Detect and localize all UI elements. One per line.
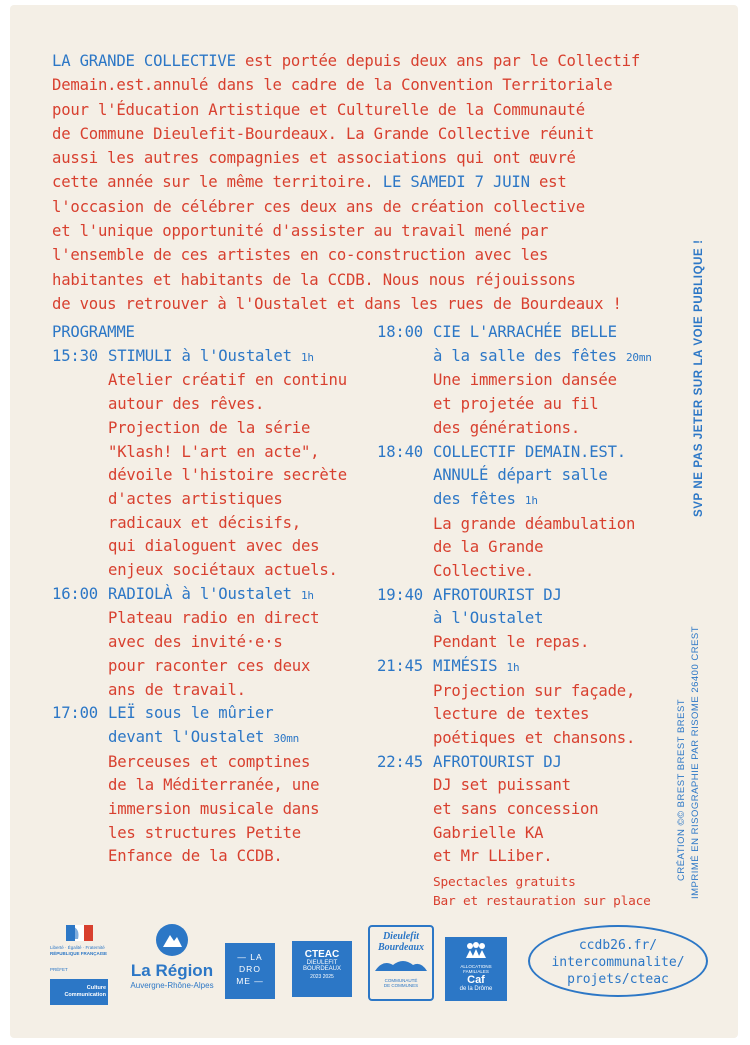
family-icon xyxy=(463,941,489,959)
credit-line: IMPRIMÉ EN RISOGRAPHIE PAR RISOME 26400 CREST xyxy=(690,625,701,899)
event-header xyxy=(52,702,382,726)
event-description xyxy=(377,631,687,655)
region-subtitle: Auvergne-Rhône-Alpes xyxy=(130,981,214,990)
event-time: 21:45 xyxy=(377,656,423,675)
highlight-text: LE SAMEDI 7 JUIN xyxy=(382,173,530,192)
body-text: est xyxy=(529,173,567,192)
event-item xyxy=(52,583,382,703)
event-title: AFROTOURIST DJ xyxy=(433,752,562,771)
intro-line xyxy=(52,243,692,267)
ccdb-sub: DE COMMUNES xyxy=(383,983,419,988)
description-line: ans de travail. xyxy=(108,680,246,699)
rf-motto: Liberté · Égalité · Fraternité xyxy=(50,945,105,950)
poster xyxy=(10,5,738,1038)
cteac-line: BOURDEAUX xyxy=(302,966,341,972)
description-line: dévoile l'histoire secrète xyxy=(108,466,347,485)
event-title: STIMULI à l'Oustalet xyxy=(108,346,292,365)
body-text: l'ensemble de ces artistes en co-construction avec les xyxy=(52,246,549,265)
caf-name: Caf xyxy=(467,974,485,986)
event-header xyxy=(377,441,687,465)
rf-name: RÉPUBLIQUE FRANÇAISE xyxy=(50,951,108,956)
event-header xyxy=(52,583,382,608)
body-text: et l'unique opportunité d'assister au travail mené par xyxy=(52,222,549,241)
event-description xyxy=(377,369,687,440)
body-text: de vous retrouver à l'Oustalet et dans les rues de Bourdeaux ! xyxy=(52,294,622,313)
description-line: immersion musicale dans xyxy=(108,800,320,819)
description-line: les structures Petite xyxy=(108,823,301,842)
communication-label: Communication xyxy=(64,992,106,998)
event-duration: 20mn xyxy=(625,350,652,364)
description-line: et projetée au fil xyxy=(433,395,599,414)
cteac-year: 2023 xyxy=(310,974,322,980)
description-line: avec des invité·e·s xyxy=(108,633,283,652)
cteac-year: 2025 xyxy=(322,974,334,980)
drome-line: DRO xyxy=(239,964,261,974)
event-item xyxy=(52,345,382,583)
description-line: Projection sur façade, xyxy=(433,681,636,700)
description-line: Une immersion dansée xyxy=(433,371,617,390)
description-line: pour raconter ces deux xyxy=(108,656,311,675)
description-line: qui dialoguent avec des xyxy=(108,537,320,556)
event-description xyxy=(52,369,382,582)
drome-logo xyxy=(225,943,275,999)
caf-line: FAMILIALES xyxy=(463,969,489,974)
description-line: Pendant le repas. xyxy=(433,633,590,652)
body-text: cette année sur le même territoire. xyxy=(52,173,383,192)
event-header-cont xyxy=(377,464,687,488)
event-description xyxy=(377,513,687,584)
description-line: radicaux et décisifs, xyxy=(108,513,301,532)
description-line: d'actes artistiques xyxy=(108,489,283,508)
event-header xyxy=(52,345,382,370)
event-title: des fêtes xyxy=(433,489,516,508)
description-line: Plateau radio en direct xyxy=(108,609,320,628)
intro-line xyxy=(52,195,692,219)
description-line: Gabrielle KA xyxy=(433,823,544,842)
intro-line xyxy=(52,122,692,146)
description-line: Collective. xyxy=(433,562,535,581)
event-title: AFROTOURIST DJ xyxy=(433,585,562,604)
event-duration: 1h xyxy=(300,350,314,364)
url-line: projets/cteac xyxy=(567,972,669,987)
body-text: Demain.est.annulé dans le cadre de la Convention Territoriale xyxy=(52,76,613,95)
event-time: 15:30 xyxy=(52,346,98,365)
intro-paragraph xyxy=(52,49,692,316)
public-notice: SVP NE PAS JETER SUR LA VOIE PUBLIQUE ! xyxy=(693,239,705,517)
description-line: Enfance de la CCDB. xyxy=(108,847,283,866)
description-line: enjeux sociétaux actuels. xyxy=(108,561,338,580)
description-line: Berceuses et comptines xyxy=(108,752,311,771)
event-title: RADIOLÀ à l'Oustalet xyxy=(108,584,292,603)
website-link[interactable] xyxy=(528,925,708,997)
footer-line: Spectacles gratuits xyxy=(433,875,576,891)
cteac-logo xyxy=(292,941,352,997)
cteac-line: DIEULEFIT xyxy=(306,960,338,966)
highlight-text: LA GRANDE COLLECTIVE xyxy=(52,52,236,70)
event-duration: 30mn xyxy=(273,731,300,745)
body-text: habitantes et habitants de la CCDB. Nous nous réjouissons xyxy=(52,270,576,289)
description-line: lecture de textes xyxy=(433,705,590,724)
ccdb-name: Bourdeaux xyxy=(377,942,425,953)
description-line: et Mr LLiber. xyxy=(433,847,553,866)
description-line: "Klash! L'art en acte", xyxy=(108,442,320,461)
region-emblem-icon xyxy=(155,923,189,957)
event-header xyxy=(377,751,687,775)
event-header-cont xyxy=(377,488,687,513)
intro-line xyxy=(52,98,692,122)
event-header-cont xyxy=(52,726,382,751)
description-line: La grande déambulation xyxy=(433,514,636,533)
event-title: MIMÉSIS xyxy=(433,656,498,675)
url-line: intercommunalite/ xyxy=(551,955,685,970)
landscape-icon xyxy=(373,953,429,973)
program-right-column xyxy=(377,321,687,911)
ccdb-name: Dieulefit xyxy=(382,931,420,942)
event-duration: 1h xyxy=(506,660,520,674)
event-title: LEÏ sous le mûrier xyxy=(108,704,274,723)
body-text: est portée depuis deux ans par le Collectif xyxy=(235,52,641,70)
event-header xyxy=(377,584,687,608)
description-line: DJ set puissant xyxy=(433,776,571,795)
event-time: 18:00 xyxy=(377,323,423,341)
event-item xyxy=(377,584,687,655)
description-line: de la Grande xyxy=(433,538,544,557)
rf-prefet: PRÉFET xyxy=(50,967,68,972)
program-heading: PROGRAMME xyxy=(52,323,135,341)
event-duration: 1h xyxy=(524,493,538,507)
event-item xyxy=(377,751,687,870)
event-description xyxy=(377,774,687,869)
program-left-column xyxy=(52,321,382,869)
intro-line xyxy=(52,170,692,194)
event-duration: 1h xyxy=(300,588,314,602)
caf-sub: de la Drôme xyxy=(459,986,493,992)
event-title: devant l'Oustalet xyxy=(108,727,265,746)
description-line: Atelier créatif en continu xyxy=(108,371,347,390)
ccdb-logo xyxy=(368,925,434,1001)
partner-logos xyxy=(10,915,738,1005)
event-time: 22:45 xyxy=(377,752,423,771)
caf-line: ALLOCATIONS xyxy=(460,964,492,969)
event-title: à l'Oustalet xyxy=(433,609,544,628)
url-line: ccdb26.fr/ xyxy=(578,938,658,953)
culture-label: Culture xyxy=(86,985,106,991)
body-text: pour l'Éducation Artistique et Culturelle de la Communauté xyxy=(52,100,585,119)
event-item xyxy=(377,321,687,441)
event-description xyxy=(377,680,687,751)
event-header xyxy=(377,655,687,680)
body-text: de Commune Dieulefit-Bourdeaux. La Grande Collective réunit xyxy=(52,124,595,143)
event-header-cont xyxy=(377,607,687,631)
credit-line: CRÉATION ©© BREST BREST BREST xyxy=(676,698,687,881)
region-logo xyxy=(122,923,222,993)
description-line: poétiques et chansons. xyxy=(433,728,636,747)
program-footer xyxy=(377,873,687,911)
event-description xyxy=(52,607,382,702)
event-title: à la salle des fêtes xyxy=(433,346,617,365)
event-time: 16:00 xyxy=(52,584,98,603)
caf-logo xyxy=(445,937,507,1001)
drome-line: — LA xyxy=(237,952,263,962)
republique-francaise-logo xyxy=(50,923,112,1005)
body-text: aussi les autres compagnies et associations qui ont œuvré xyxy=(52,149,576,168)
description-line: Projection de la série xyxy=(108,418,311,437)
description-line: autour des rêves. xyxy=(108,395,265,414)
description-line: des générations. xyxy=(433,418,581,437)
event-title: CIE L'ARRACHÉE BELLE xyxy=(433,323,617,341)
event-time: 19:40 xyxy=(377,585,423,604)
event-description xyxy=(52,751,382,870)
region-name: La Région xyxy=(130,961,214,980)
event-time: 18:40 xyxy=(377,442,423,461)
ccdb-sub: COMMUNAUTÉ xyxy=(384,978,418,983)
event-header xyxy=(377,321,687,345)
intro-line xyxy=(52,268,692,292)
event-item xyxy=(377,655,687,751)
event-item xyxy=(377,441,687,584)
event-item xyxy=(52,702,382,869)
body-text: l'occasion de célébrer ces deux ans de création collective xyxy=(52,197,585,216)
cteac-title: CTEAC xyxy=(304,949,340,960)
intro-line xyxy=(52,292,692,316)
event-title: ANNULÉ départ salle xyxy=(433,466,608,485)
intro-line xyxy=(52,219,692,243)
description-line: de la Méditerranée, une xyxy=(108,776,320,795)
event-header-cont xyxy=(377,345,687,370)
drome-line: ME — xyxy=(236,976,264,986)
intro-line xyxy=(52,146,692,170)
footer-line: Bar et restauration sur place xyxy=(433,894,651,910)
intro-line xyxy=(52,49,692,73)
culture-block xyxy=(50,979,108,1005)
event-title: COLLECTIF DEMAIN.EST. xyxy=(433,442,626,461)
intro-line xyxy=(52,73,692,97)
description-line: et sans concession xyxy=(433,800,599,819)
event-time: 17:00 xyxy=(52,704,98,723)
